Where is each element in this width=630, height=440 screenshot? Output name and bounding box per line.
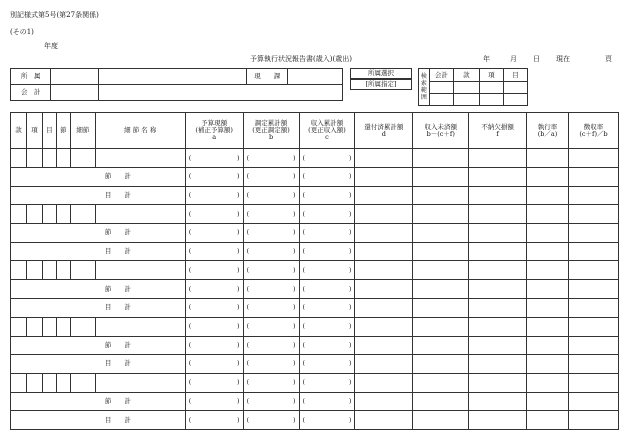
search-moku-input[interactable] [503,82,527,94]
col-kan: 款 [11,113,27,149]
funo-cell[interactable] [469,392,527,411]
col-choshu: 徴収率 (c＋f)／b [569,113,619,149]
moku-total-row [11,186,619,205]
setsu-total-row [11,336,619,355]
shunyu-cell[interactable]: ( ) [299,168,355,187]
shunyu-cell[interactable]: ( ) [299,373,355,392]
search-kan-input[interactable] [453,82,479,94]
detail-row [11,261,619,280]
col-saisetsu: 細節 [70,113,95,149]
choshu-cell[interactable] [569,336,619,355]
kan-cell[interactable] [11,149,27,168]
yosan-cell[interactable]: ( ) [185,411,243,430]
shikko-cell[interactable] [527,392,569,411]
page-label: 頁 [605,55,612,63]
col-setsu: 節 [56,113,70,149]
funo-cell[interactable] [469,224,527,243]
col-meisho: 細 節 名 称 [95,113,185,149]
chotei-cell[interactable]: ( ) [243,411,299,430]
shozoku-value[interactable] [51,69,99,85]
kan-cell[interactable] [11,261,27,280]
chotei-cell[interactable]: ( ) [243,224,299,243]
search-kou-input[interactable] [479,82,503,94]
yosan-cell[interactable]: ( ) [185,261,243,280]
yosan-cell[interactable]: ( ) [185,205,243,224]
yosan-cell[interactable]: ( ) [185,224,243,243]
kanpu-cell[interactable] [355,224,413,243]
setsu-total-row [11,168,619,187]
chotei-cell[interactable]: ( ) [243,261,299,280]
search-kou-label: 項 [479,69,503,82]
page-title: 予算執行状況報告書(歳入)(歳出) [250,55,352,63]
mizumi-cell[interactable] [413,336,469,355]
funo-cell[interactable] [469,168,527,187]
mizumi-cell[interactable] [413,149,469,168]
shikko-cell[interactable] [527,242,569,261]
shunyu-cell[interactable]: ( ) [299,149,355,168]
setsu-cell[interactable] [56,317,70,336]
header-row [11,113,619,149]
choshu-cell[interactable] [569,373,619,392]
mizumi-cell[interactable] [413,224,469,243]
kanpu-cell[interactable] [355,411,413,430]
kou-cell[interactable] [26,205,42,224]
shunyu-cell[interactable]: ( ) [299,317,355,336]
col-kanpu: 還付済累計額 d [355,113,413,149]
setsu-cell[interactable] [56,373,70,392]
shunyu-cell[interactable]: ( ) [299,392,355,411]
kou-cell[interactable] [26,261,42,280]
kanpu-cell[interactable] [355,205,413,224]
funo-cell[interactable] [469,242,527,261]
shunyu-cell[interactable]: ( ) [299,280,355,299]
total-label [11,280,186,299]
moku-total-row [11,242,619,261]
shikko-cell[interactable] [527,298,569,317]
form-sub: (その1) [10,28,34,36]
kanpu-cell[interactable] [355,336,413,355]
chotei-cell[interactable]: ( ) [243,186,299,205]
kanpu-cell[interactable] [355,186,413,205]
shikko-cell[interactable] [527,168,569,187]
setsu-total-row [11,392,619,411]
total-label [11,242,186,261]
funo-cell[interactable] [469,186,527,205]
saisetsu-cell[interactable] [70,149,95,168]
yosan-cell[interactable]: ( ) [185,392,243,411]
choshu-cell[interactable] [569,411,619,430]
kanpu-cell[interactable] [355,261,413,280]
yosan-cell[interactable]: ( ) [185,168,243,187]
choshu-cell[interactable] [569,168,619,187]
saisetsu-cell[interactable] [70,205,95,224]
kanpu-cell[interactable] [355,168,413,187]
fiscal-year: 年度 [44,42,58,50]
kou-cell[interactable] [26,149,42,168]
moku-total-row [11,411,619,430]
shikko-cell[interactable] [527,261,569,280]
search-range-label: 検索範囲 [419,69,430,106]
total-label-text: 目 計 [104,415,131,424]
budget-table [10,112,619,430]
mizumi-cell[interactable] [413,298,469,317]
kaikei-value[interactable] [51,85,99,101]
shozoku-select-button[interactable]: 所属選択 [350,68,412,79]
col-shikko: 執行率 (b／a) [527,113,569,149]
shunyu-cell[interactable]: ( ) [299,224,355,243]
shikko-cell[interactable] [527,411,569,430]
mizumi-cell[interactable] [413,317,469,336]
kanpu-cell[interactable] [355,280,413,299]
shozoku-specify-button[interactable]: [所属指定] [350,79,412,90]
funo-cell[interactable] [469,261,527,280]
shunyu-cell[interactable]: ( ) [299,261,355,280]
chotei-cell[interactable]: ( ) [243,205,299,224]
total-label [11,355,186,374]
total-label-text: 目 計 [104,359,131,368]
col-mizumi: 収入未済額 b－(c＋f) [413,113,469,149]
setsu-total-row [11,280,619,299]
mizumi-cell[interactable] [413,261,469,280]
shunyu-cell[interactable]: ( ) [299,336,355,355]
setsu-total-row [11,224,619,243]
chotei-cell[interactable]: ( ) [243,242,299,261]
choshu-cell[interactable] [569,317,619,336]
chotei-cell[interactable]: ( ) [243,355,299,374]
kanpu-cell[interactable] [355,317,413,336]
mizumi-cell[interactable] [413,392,469,411]
search-moku-label: 目 [503,69,527,82]
mizumi-cell[interactable] [413,280,469,299]
kanpu-cell[interactable] [355,392,413,411]
total-label-text: 節 計 [104,340,131,349]
mizumi-cell[interactable] [413,205,469,224]
moku-total-row [11,298,619,317]
mizumi-cell[interactable] [413,242,469,261]
meisho-cell[interactable] [95,317,185,336]
date-year: 年 [483,55,490,63]
funo-cell[interactable] [469,298,527,317]
col-chotei: 調定累計額 (更正調定額) b [243,113,299,149]
chotei-cell[interactable]: ( ) [243,280,299,299]
moku-cell[interactable] [42,317,56,336]
total-label [11,298,186,317]
genka-value[interactable] [288,69,343,85]
funo-cell[interactable] [469,149,527,168]
moku-total-row [11,355,619,374]
search-kaikei-label: 会計 [429,69,453,82]
col-moku: 目 [42,113,56,149]
yosan-cell[interactable]: ( ) [185,186,243,205]
form-number: 別記様式第5号(第27条関係) [10,11,99,19]
detail-row [11,317,619,336]
kaikei-label: 会 計 [11,85,51,101]
yosan-cell[interactable]: ( ) [185,373,243,392]
saisetsu-cell[interactable] [70,317,95,336]
kou-cell[interactable] [26,373,42,392]
date-day: 日 [533,55,540,63]
col-yosan: 予算現額 (補正予算額) a [185,113,243,149]
choshu-cell[interactable] [569,298,619,317]
mizumi-cell[interactable] [413,373,469,392]
choshu-cell[interactable] [569,355,619,374]
total-label-text: 目 計 [104,247,131,256]
chotei-cell[interactable]: ( ) [243,298,299,317]
funo-cell[interactable] [469,336,527,355]
total-label-text: 節 計 [104,228,131,237]
total-label-text: 目 計 [104,190,131,199]
shikko-cell[interactable] [527,186,569,205]
shunyu-cell[interactable]: ( ) [299,298,355,317]
yosan-cell[interactable]: ( ) [185,149,243,168]
shikko-cell[interactable] [527,149,569,168]
col-shunyu: 収入累計額 (更正収入額) c [299,113,355,149]
yosan-cell[interactable]: ( ) [185,336,243,355]
search-range-table [418,68,528,106]
kanpu-cell[interactable] [355,149,413,168]
funo-cell[interactable] [469,317,527,336]
total-label [11,168,186,187]
choshu-cell[interactable] [569,242,619,261]
kan-cell[interactable] [11,373,27,392]
kanpu-cell[interactable] [355,373,413,392]
shikko-cell[interactable] [527,280,569,299]
yosan-cell[interactable]: ( ) [185,298,243,317]
shunyu-cell[interactable]: ( ) [299,242,355,261]
kan-cell[interactable] [11,205,27,224]
choshu-cell[interactable] [569,149,619,168]
shikko-cell[interactable] [527,205,569,224]
col-funo: 不納欠損額 f [469,113,527,149]
moku-cell[interactable] [42,373,56,392]
total-label [11,411,186,430]
meisho-cell[interactable] [95,261,185,280]
funo-cell[interactable] [469,355,527,374]
total-label [11,186,186,205]
choshu-cell[interactable] [569,392,619,411]
total-label [11,336,186,355]
meisho-cell[interactable] [95,205,185,224]
detail-row [11,373,619,392]
col-kou: 項 [26,113,42,149]
info-table [10,68,343,101]
shunyu-cell[interactable]: ( ) [299,186,355,205]
choshu-cell[interactable] [569,224,619,243]
mizumi-cell[interactable] [413,186,469,205]
genka-label: 現 課 [247,69,288,85]
yosan-cell[interactable]: ( ) [185,317,243,336]
total-label-text: 節 計 [104,397,131,406]
funo-cell[interactable] [469,373,527,392]
kou-cell[interactable] [26,317,42,336]
detail-row [11,205,619,224]
setsu-cell[interactable] [56,205,70,224]
detail-row [11,149,619,168]
funo-cell[interactable] [469,280,527,299]
total-label-text: 節 計 [104,172,131,181]
saisetsu-cell[interactable] [70,261,95,280]
chotei-cell[interactable]: ( ) [243,149,299,168]
choshu-cell[interactable] [569,280,619,299]
search-kan-label: 款 [453,69,479,82]
meisho-cell[interactable] [95,149,185,168]
shikko-cell[interactable] [527,224,569,243]
mizumi-cell[interactable] [413,168,469,187]
search-kaikei-input[interactable] [429,82,453,94]
moku-cell[interactable] [42,261,56,280]
saisetsu-cell[interactable] [70,373,95,392]
mizumi-cell[interactable] [413,411,469,430]
choshu-cell[interactable] [569,186,619,205]
shikko-cell[interactable] [527,355,569,374]
chotei-cell[interactable]: ( ) [243,336,299,355]
funo-cell[interactable] [469,411,527,430]
total-label [11,392,186,411]
chotei-cell[interactable]: ( ) [243,373,299,392]
kanpu-cell[interactable] [355,355,413,374]
chotei-cell[interactable]: ( ) [243,392,299,411]
shunyu-cell[interactable]: ( ) [299,411,355,430]
date-now: 現在 [556,55,570,63]
shikko-cell[interactable] [527,317,569,336]
moku-cell[interactable] [42,205,56,224]
mizumi-cell[interactable] [413,355,469,374]
yosan-cell[interactable]: ( ) [185,355,243,374]
choshu-cell[interactable] [569,205,619,224]
chotei-cell[interactable]: ( ) [243,317,299,336]
setsu-cell[interactable] [56,261,70,280]
setsu-cell[interactable] [56,149,70,168]
shunyu-cell[interactable]: ( ) [299,205,355,224]
total-label [11,224,186,243]
shozoku-label: 所 属 [11,69,51,85]
kanpu-cell[interactable] [355,242,413,261]
shikko-cell[interactable] [527,336,569,355]
moku-cell[interactable] [42,149,56,168]
kan-cell[interactable] [11,317,27,336]
date-month: 月 [510,55,517,63]
shikko-cell[interactable] [527,373,569,392]
meisho-cell[interactable] [95,373,185,392]
shunyu-cell[interactable]: ( ) [299,355,355,374]
chotei-cell[interactable]: ( ) [243,168,299,187]
total-label-text: 節 計 [104,284,131,293]
funo-cell[interactable] [469,205,527,224]
yosan-cell[interactable]: ( ) [185,280,243,299]
total-label-text: 目 計 [104,303,131,312]
kanpu-cell[interactable] [355,298,413,317]
yosan-cell[interactable]: ( ) [185,242,243,261]
choshu-cell[interactable] [569,261,619,280]
